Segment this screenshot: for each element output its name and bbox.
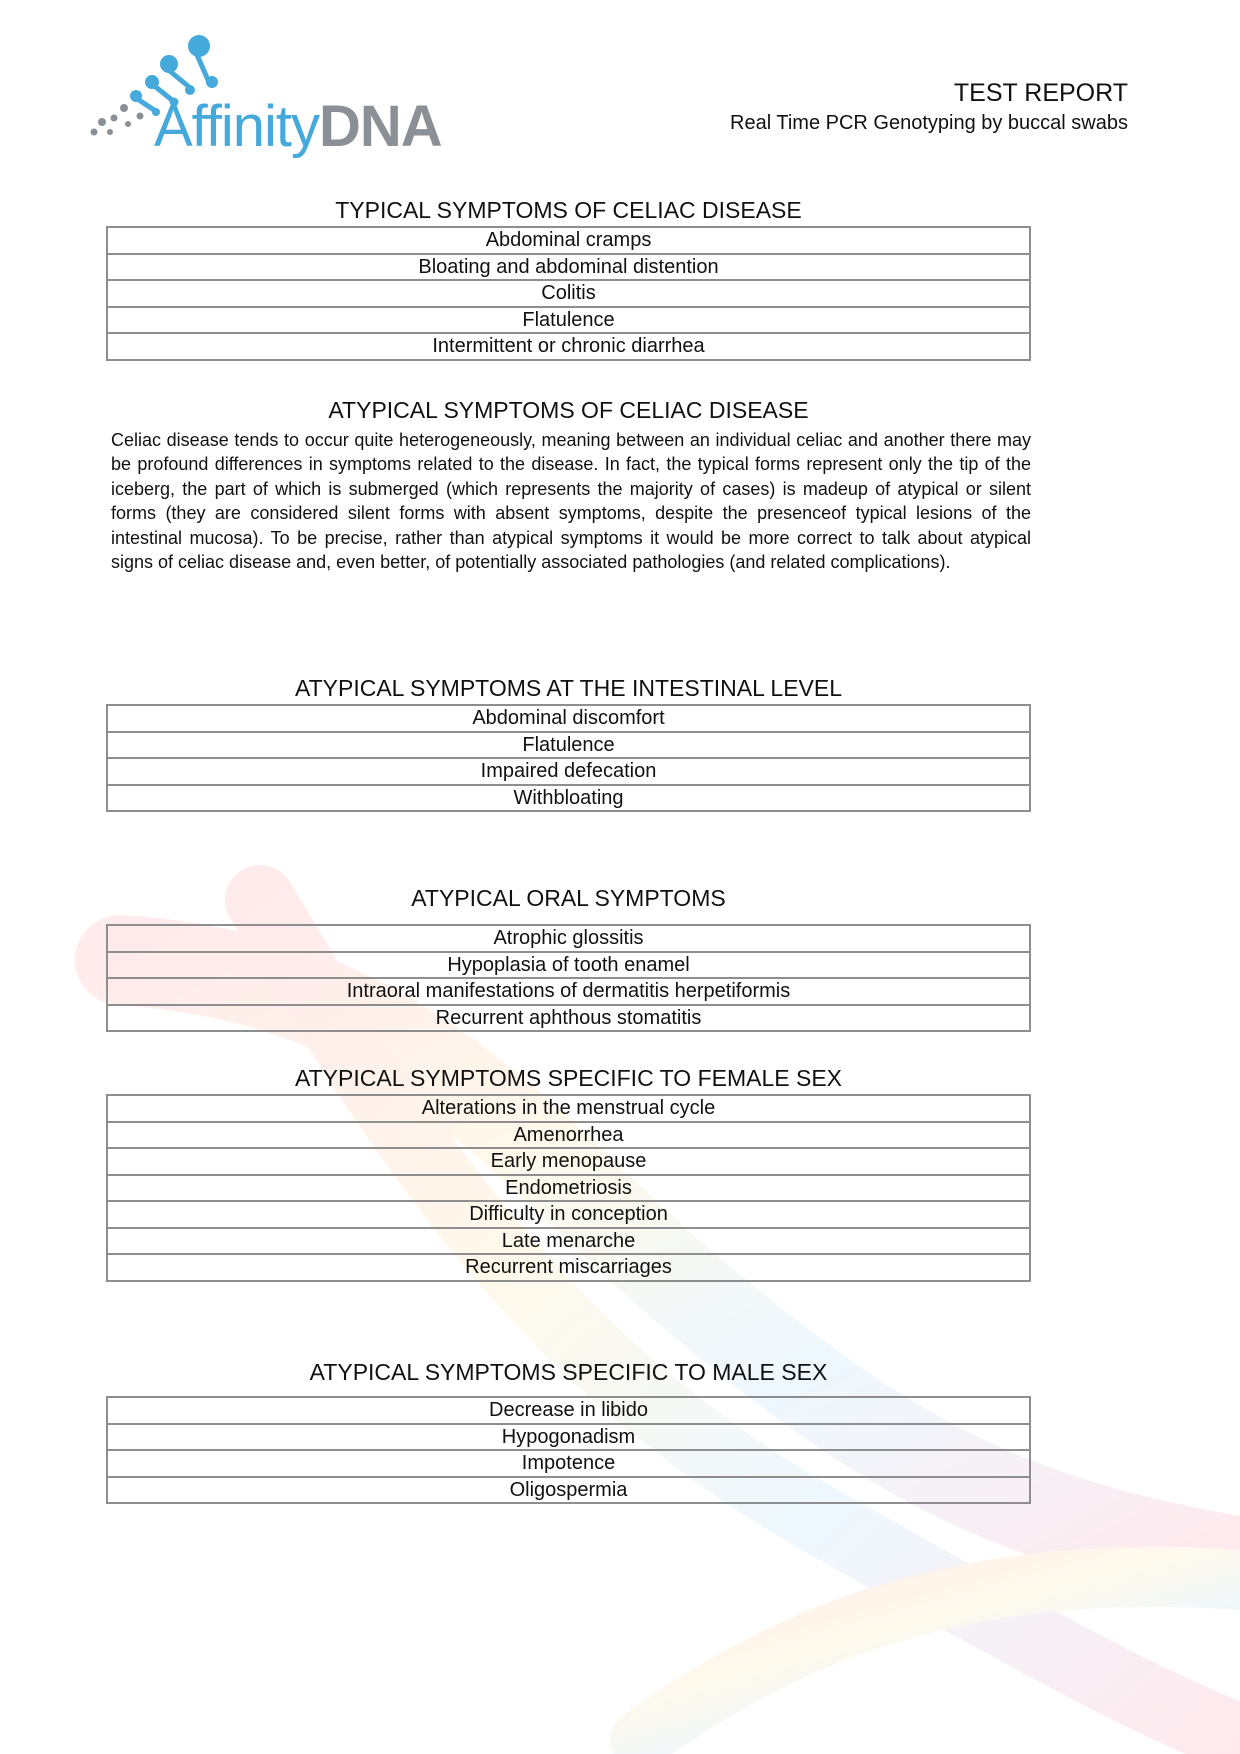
table-cell: Intraoral manifestations of dermatitis herpetiformis xyxy=(107,978,1030,1005)
table-row xyxy=(107,280,1030,307)
table-cell: Hypoplasia of tooth enamel xyxy=(107,952,1030,979)
table-cell: Recurrent aphthous stomatitis xyxy=(107,1005,1030,1032)
table-cell: Alterations in the menstrual cycle xyxy=(421,1097,716,1119)
section-title: ATYPICAL SYMPTOMS SPECIFIC TO FEMALE SEX xyxy=(294,1065,843,1091)
table-cell: Oligospermia xyxy=(107,1477,1030,1504)
table-cell: Decrease in libido xyxy=(489,1399,648,1421)
description-paragraph: Celiac disease tends to occur quite heterogeneously, meaning between an individual celiac and another there may be profound differences in symptoms related to the disease. In fact, the typical forms represent only the tip of the iceberg, the part of which is submerged (which represents the majority of cases) is madeup of atypical or silent forms (they are considered silent forms with absent symptoms, despite the presenceof typical lesions of the intestinal mucosa). To be precise, rather than atypical symptoms it would be more correct to talk about atypical signs of celiac disease and, even better, of potentially associated pathologies (and related complications). xyxy=(111,430,1031,573)
table-row xyxy=(107,333,1030,360)
table-row xyxy=(107,758,1030,785)
symptoms-table xyxy=(106,704,1031,812)
table-row xyxy=(107,1201,1030,1228)
section-title: TYPICAL SYMPTOMS OF CELIAC DISEASE xyxy=(335,197,802,223)
intestinal-symptoms-section xyxy=(106,674,1031,812)
report-subtitle: Real Time PCR Genotyping by buccal swabs xyxy=(730,112,1128,134)
table-cell: Flatulence xyxy=(107,732,1030,759)
table-cell: Recurrent miscarriages xyxy=(107,1254,1030,1281)
table-row xyxy=(107,732,1030,759)
table-row xyxy=(107,978,1030,1005)
table-row xyxy=(107,1005,1030,1032)
symptoms-table xyxy=(106,1094,1031,1282)
table-row xyxy=(107,1397,1030,1424)
table-row xyxy=(107,1424,1030,1451)
table-row xyxy=(107,1148,1030,1175)
logo-wordmark-dna: DNA xyxy=(319,94,442,159)
female-symptoms-section xyxy=(106,1064,1031,1282)
table-cell: Abdominal cramps xyxy=(485,229,652,251)
table-cell: Abdominal discomfort xyxy=(472,707,665,729)
table-cell: Flatulence xyxy=(107,307,1030,334)
typical-symptoms-section xyxy=(106,196,1031,361)
table-row xyxy=(107,254,1030,281)
table-row xyxy=(107,952,1030,979)
table-cell: Atrophic glossitis xyxy=(493,927,644,949)
symptoms-table xyxy=(106,1396,1031,1504)
atypical-intro-section xyxy=(106,396,1031,574)
table-row xyxy=(107,1228,1030,1255)
table-row xyxy=(107,1175,1030,1202)
table-cell: Difficulty in conception xyxy=(107,1201,1030,1228)
table-row xyxy=(107,1477,1030,1504)
table-cell: Withbloating xyxy=(107,785,1030,812)
report-title: TEST REPORT xyxy=(953,79,1128,107)
section-title: ATYPICAL SYMPTOMS SPECIFIC TO MALE SEX xyxy=(309,1359,828,1385)
symptoms-table xyxy=(106,924,1031,1032)
oral-symptoms-section xyxy=(106,884,1031,1032)
logo-wordmark-affinity: Affinity xyxy=(154,94,320,159)
table-row xyxy=(107,227,1030,254)
table-cell: Impaired defecation xyxy=(107,758,1030,785)
table-cell: Bloating and abdominal distention xyxy=(107,254,1030,281)
table-row xyxy=(107,307,1030,334)
table-cell: Early menopause xyxy=(107,1148,1030,1175)
table-cell: Intermittent or chronic diarrhea xyxy=(107,333,1030,360)
affinity-dna-logo xyxy=(88,28,508,168)
section-title: ATYPICAL SYMPTOMS OF CELIAC DISEASE xyxy=(328,397,809,423)
table-cell: Colitis xyxy=(107,280,1030,307)
table-row xyxy=(107,925,1030,952)
table-cell: Endometriosis xyxy=(107,1175,1030,1202)
logo-wordmark xyxy=(154,94,442,159)
table-cell: Late menarche xyxy=(107,1228,1030,1255)
table-row xyxy=(107,1122,1030,1149)
table-cell: Hypogonadism xyxy=(107,1424,1030,1451)
table-row xyxy=(107,1095,1030,1122)
table-row xyxy=(107,1450,1030,1477)
table-cell: Amenorrhea xyxy=(107,1122,1030,1149)
male-symptoms-section xyxy=(106,1358,1031,1504)
section-title: ATYPICAL ORAL SYMPTOMS xyxy=(411,885,726,911)
symptoms-table xyxy=(106,226,1031,361)
table-row xyxy=(107,785,1030,812)
table-row xyxy=(107,705,1030,732)
report-heading xyxy=(730,78,1128,136)
section-title: ATYPICAL SYMPTOMS AT THE INTESTINAL LEVEL xyxy=(294,675,843,701)
table-row xyxy=(107,1254,1030,1281)
table-cell: Impotence xyxy=(107,1450,1030,1477)
